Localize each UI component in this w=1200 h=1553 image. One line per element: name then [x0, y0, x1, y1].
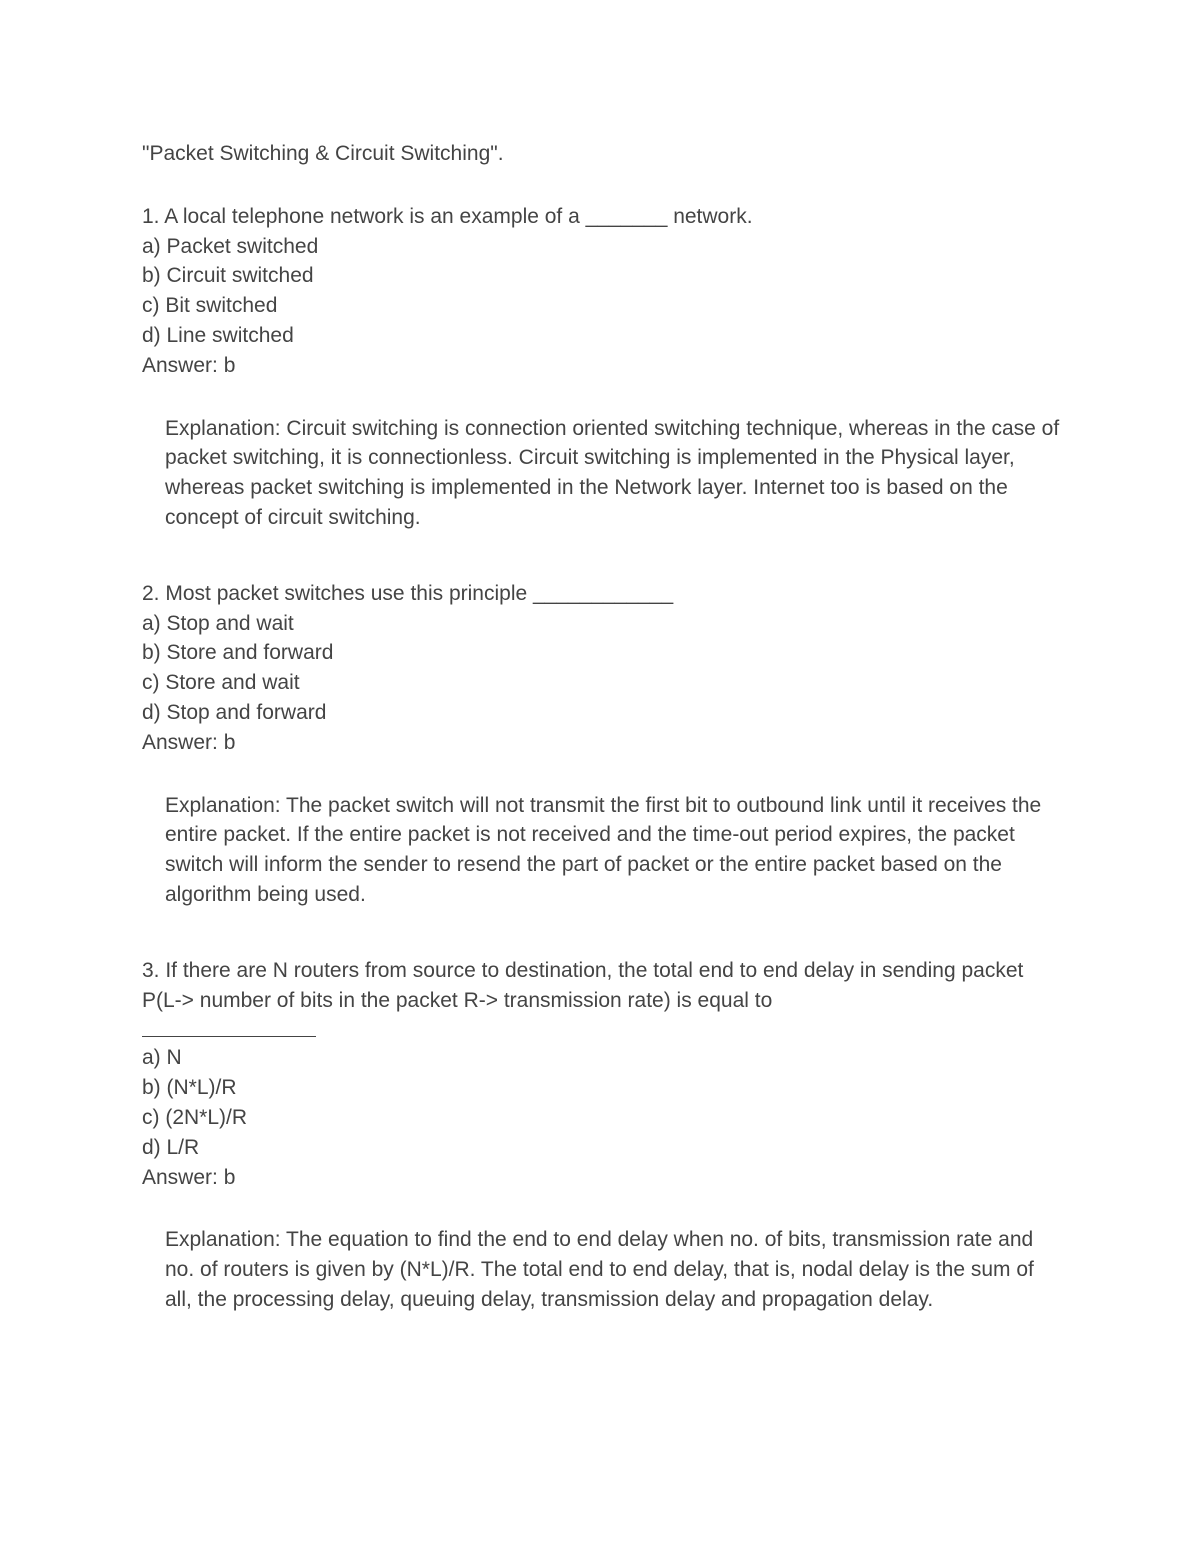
question-2 [142, 579, 1082, 910]
option-c: c) (2N*L)/R [142, 1105, 248, 1129]
explanation: Explanation: Circuit switching is connection oriented switching technique, whereas in the case of packet switching, it is connectionless. Circuit switching is implemented in the Physical layer, whereas packet switching is implemented in the Network layer. Internet too is based on the concept of circuit switching. [165, 416, 1060, 529]
question-text: 2. Most packet switches use this principle ____________ [142, 581, 674, 605]
question-text: 3. If there are N routers from source to destination, the total end to end delay in sending packet P(L-> number of bits in the packet R-> transmission rate) is equal to [142, 958, 1024, 1012]
question-1 [142, 202, 1082, 533]
option-a: a) Packet switched [142, 234, 319, 258]
answer-blank [142, 1015, 1082, 1043]
answer: Answer: b [142, 730, 236, 754]
option-c: c) Bit switched [142, 294, 278, 318]
option-d: d) L/R [142, 1135, 200, 1159]
option-d: d) Stop and forward [142, 700, 327, 724]
option-c: c) Store and wait [142, 671, 300, 695]
option-b: b) Circuit switched [142, 264, 314, 288]
question-text: 1. A local telephone network is an example of a _______ network. [142, 204, 753, 228]
option-a: a) N [142, 1046, 182, 1070]
option-b: b) Store and forward [142, 641, 334, 665]
answer: Answer: b [142, 353, 236, 377]
question-3 [142, 956, 1082, 1315]
option-a: a) Stop and wait [142, 611, 294, 635]
document-title: "Packet Switching & Circuit Switching". [142, 142, 504, 165]
document-page [142, 139, 1082, 1315]
answer: Answer: b [142, 1165, 236, 1189]
option-d: d) Line switched [142, 323, 294, 347]
explanation: Explanation: The equation to find the end to end delay when no. of bits, transmission rate and no. of routers is given by (N*L)/R. The total end to end delay, that is, nodal delay is the sum of all, the processing delay, queuing delay, transmission delay and propagation delay. [165, 1228, 1034, 1311]
explanation: Explanation: The packet switch will not transmit the first bit to outbound link until it receives the entire packet. If the entire packet is not received and the time-out period expires, the packet switch will inform the sender to resend the part of packet or the entire packet based on the algorithm being used. [165, 793, 1042, 906]
option-b: b) (N*L)/R [142, 1076, 237, 1100]
